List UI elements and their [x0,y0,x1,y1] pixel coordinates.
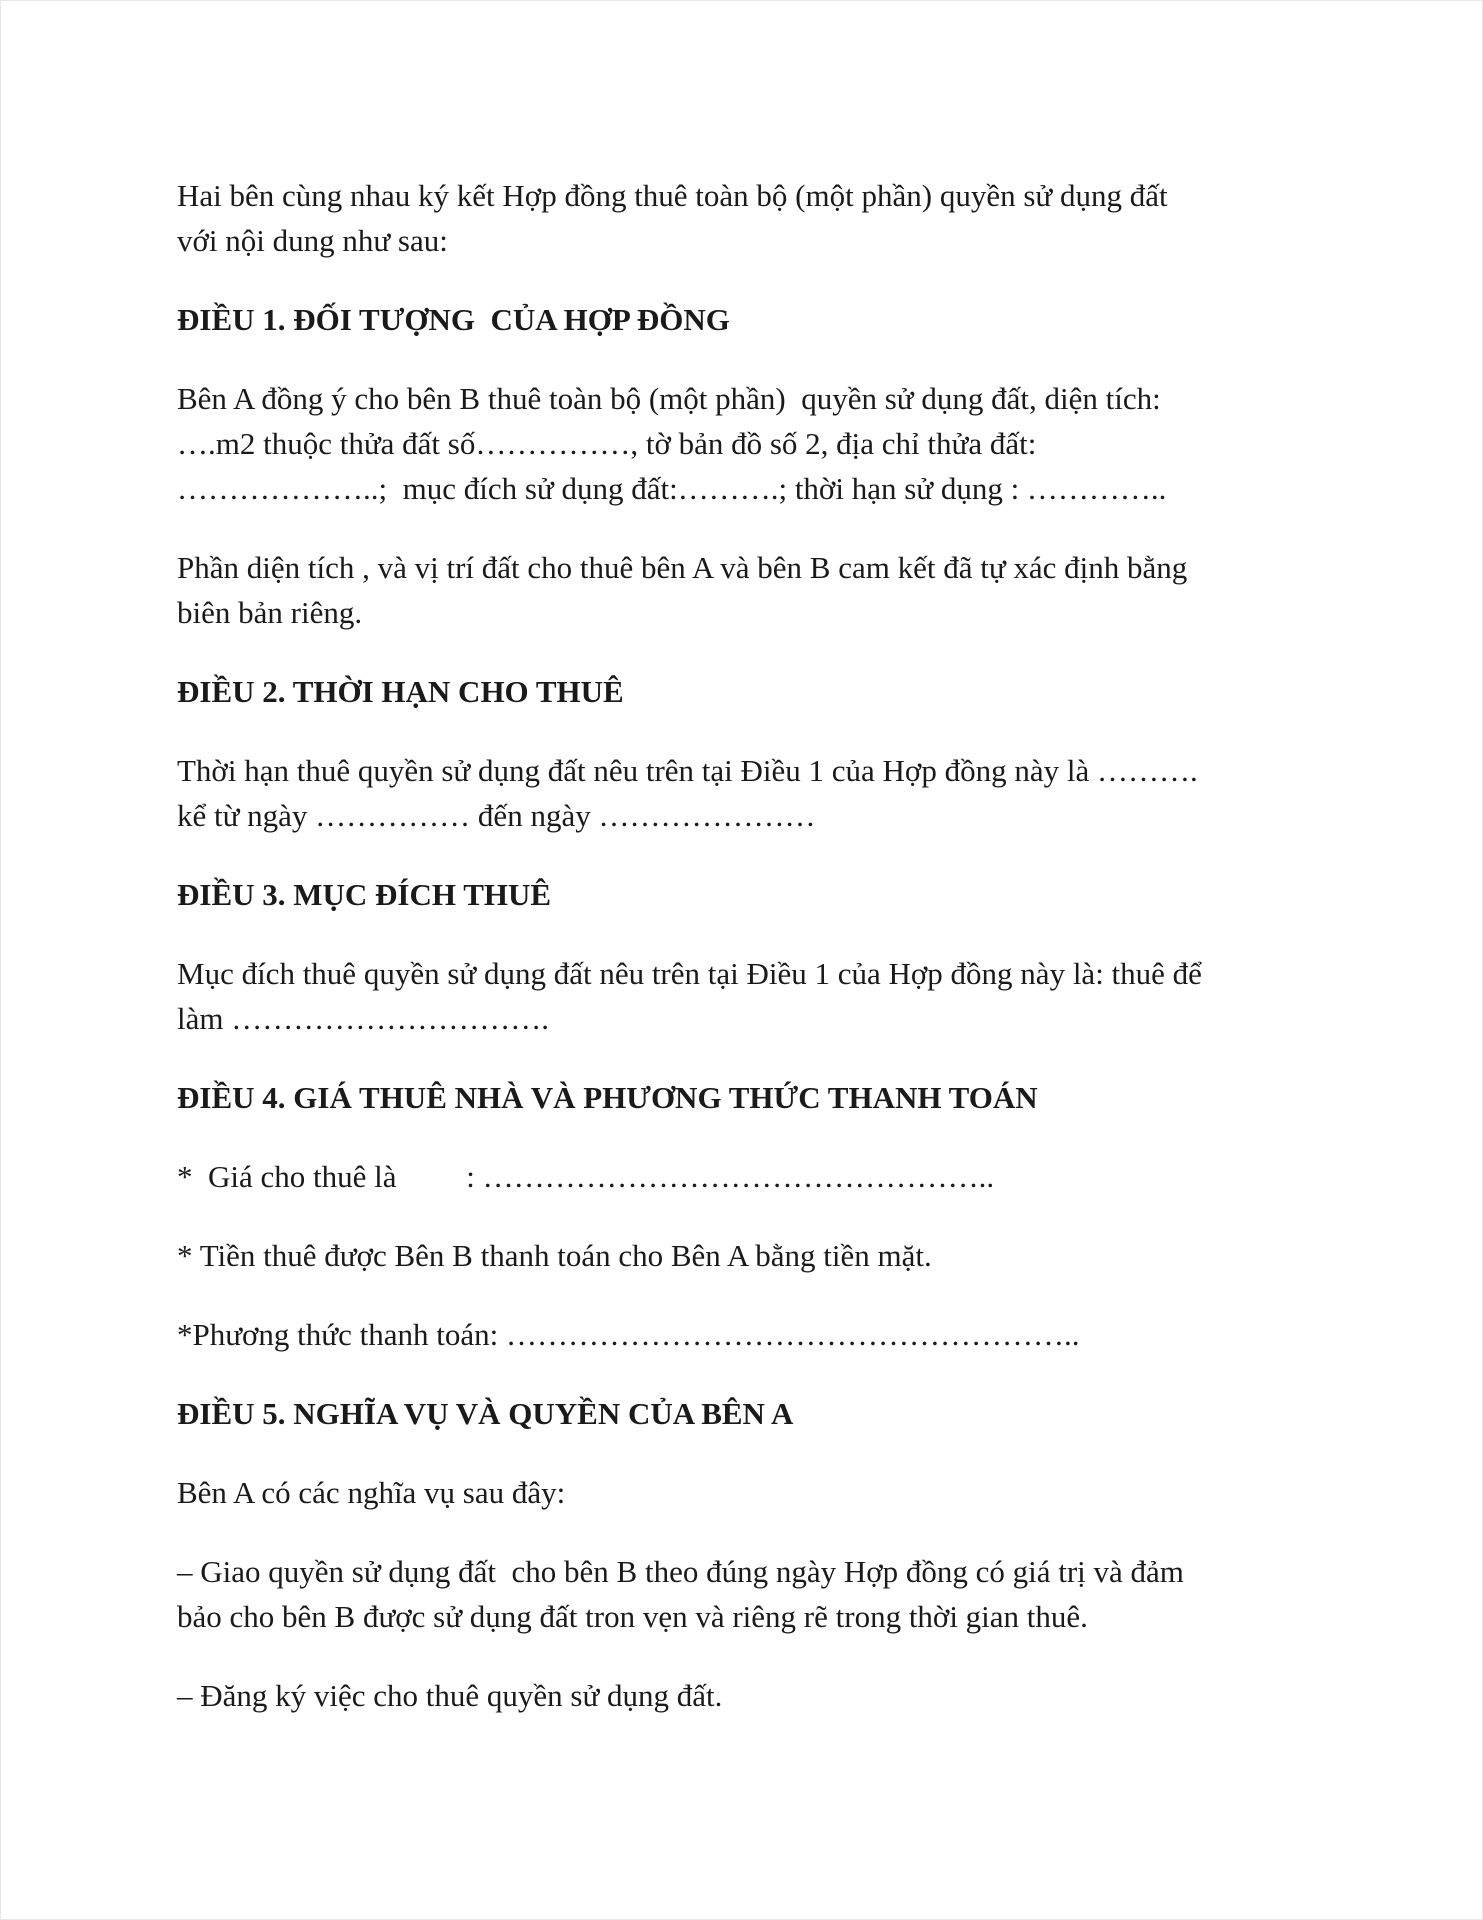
intro-line-2: với nội dung như sau: [177,223,448,258]
article-4-payment-cash-item: * Tiền thuê được Bên B thanh toán cho Bên A bằng tiền mặt. [177,1238,932,1273]
article-2-line-2: kể từ ngày …………… đến ngày ………………… [177,798,816,833]
article-3-line-1: Mục đích thuê quyền sử dụng đất nêu trên tại Điều 1 của Hợp đồng này là: thuê để [177,956,1202,991]
article-4-heading: ĐIỀU 4. GIÁ THUÊ NHÀ VÀ PHƯƠNG THỨC THANH TOÁN [177,1080,1038,1115]
article-3-heading: ĐIỀU 3. MỤC ĐÍCH THUÊ [177,877,552,912]
article-5-intro: Bên A có các nghĩa vụ sau đây: [177,1475,566,1510]
article-2-heading: ĐIỀU 2. THỜI HẠN CHO THUÊ [177,674,624,709]
article-2-line-1: Thời hạn thuê quyền sử dụng đất nêu trên tại Điều 1 của Hợp đồng này là ………. [177,753,1198,788]
article-1-paragraph-2 [177,545,1327,635]
article-1-paragraph-1 [177,376,1327,511]
article-3-line-2: làm …………………………. [177,1001,549,1036]
document-body [177,173,1327,1752]
intro-paragraph [177,173,1327,263]
article-4-payment-method-item: *Phương thức thanh toán: ……………………………………………….. [177,1317,1080,1352]
intro-line-1: Hai bên cùng nhau ký kết Hợp đồng thuê toàn bộ (một phần) quyền sử dụng đất [177,178,1168,213]
article-1-p2-line-2: biên bản riêng. [177,595,363,630]
article-5-duty-1-line-1: – Giao quyền sử dụng đất cho bên B theo đúng ngày Hợp đồng có giá trị và đảm [177,1554,1184,1589]
article-5-duty-1 [177,1549,1327,1639]
article-2-paragraph [177,748,1327,838]
article-4-price-item: * Giá cho thuê là : ………………………………………….. [177,1159,995,1194]
article-5-duty-1-line-2: bảo cho bên B được sử dụng đất tron vẹn và riêng rẽ trong thời gian thuê. [177,1599,1088,1634]
article-5-heading: ĐIỀU 5. NGHĨA VỤ VÀ QUYỀN CỦA BÊN A [177,1396,794,1431]
article-5-duty-2: – Đăng ký việc cho thuê quyền sử dụng đất. [177,1678,723,1713]
article-1-p1-line-2: ….m2 thuộc thửa đất số……………, tờ bản đồ số 2, địa chỉ thửa đất: [177,426,1037,461]
article-1-heading: ĐIỀU 1. ĐỐI TƯỢNG CỦA HỢP ĐỒNG [177,302,730,337]
article-1-p1-line-1: Bên A đồng ý cho bên B thuê toàn bộ (một phần) quyền sử dụng đất, diện tích: [177,381,1161,416]
article-1-p1-line-3: ………………..; mục đích sử dụng đất:……….; thời hạn sử dụng : ………….. [177,471,1167,506]
article-3-paragraph [177,951,1327,1041]
article-1-p2-line-1: Phần diện tích , và vị trí đất cho thuê bên A và bên B cam kết đã tự xác định bằng [177,550,1188,585]
